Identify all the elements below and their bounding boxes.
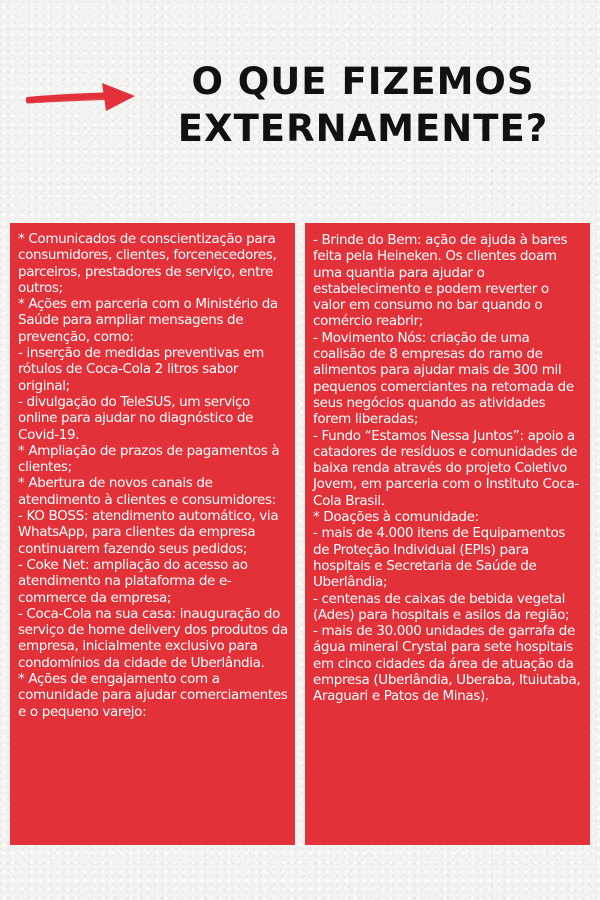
arrow-right-icon (26, 80, 138, 114)
left-panel (10, 223, 295, 845)
title-line-2: EXTERNAMENTE? (177, 107, 549, 150)
page-title (128, 58, 598, 152)
left-panel-text: * Comunicados de conscientização para consumidores, clientes, forcenecedores, parceiros, prestadores de serviço, entre outros; * Ações em parceria com o Ministério da Saúde para ampliar mensagens de prevenção, como: - inserção de medidas preventivas em rótulos de Coca-Cola 2 litros sabor original; - divulgação do TeleSUS, um serviço online para ajudar no diagnóstico de Covid-19. * Ampliação de prazos de pagamentos à clientes; * Abertura de novos canais de atendimento à clientes e consumidores: - KO BOSS: atendimento automático, via WhatsApp, para clientes da empresa continuarem fazendo seus pedidos; - Coke Net: ampliação do acesso ao atendimento na plataforma de e-commerce da empresa; - Coca-Cola na sua casa: inauguração do serviço de home delivery dos produtos da empresa, inicialmente exclusivo para condomínios da cidade de Uberlândia. * Ações de engajamento com a comunidade para ajudar comerciamentes e o pequeno varejo: (18, 231, 288, 720)
header (0, 0, 600, 210)
right-panel (305, 223, 590, 845)
title-line-1: O QUE FIZEMOS (191, 60, 535, 103)
right-panel-text: - Brinde do Bem: ação de ajuda à bares feita pela Heineken. Os clientes doam uma quantia para ajudar o estabelecimento e podem reverter o valor em consumo no bar quando o comércio reabrir; - Movimento Nós: criação de uma coalisão de 8 empresas do ramo de alimentos para ajudar mais de 300 mil pequenos comerciantes na retomada de seus negócios quando as atividades forem liberadas; - Fundo “Estamos Nessa Juntos”: apoio a catadores de resíduos e comunidades de baixa renda através do projeto Coletivo Jovem, em parceria com o Instituto Coca-Cola Brasil. * Doações à comunidade: - mais de 4.000 itens de Equipamentos de Proteção Individual (EPIs) para hospitais e Secretaria de Saúde de Uberlândia; - centenas de caixas de bebida vegetal (Ades) para hospitais e asilos da região; - mais de 30.000 unidades de garrafa de água mineral Crystal para sete hospitais em cinco cidades da área de atuação da empresa (Uberlândia, Uberaba, Ituiutaba, Araguari e Patos de Minas). (313, 232, 581, 705)
